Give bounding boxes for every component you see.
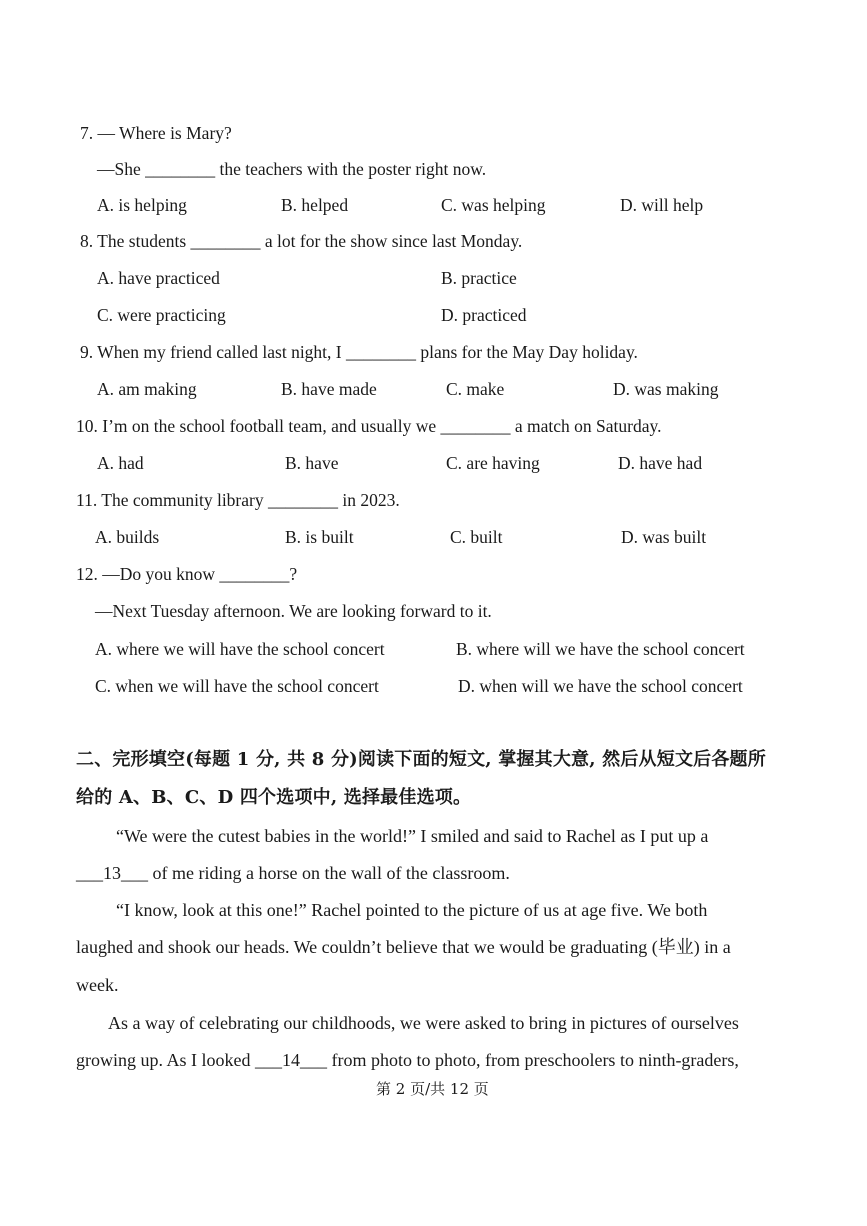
question-7-response: —She ________ the teachers with the poster right now.	[97, 159, 487, 179]
question-7-option-a: A. is helping	[97, 195, 187, 215]
passage-line-3: “I know, look at this one!” Rachel pointed to the picture of us at age five. We both	[116, 900, 708, 920]
question-8-option-b: B. practice	[441, 268, 517, 288]
question-12-response: —Next Tuesday afternoon. We are looking forward to it.	[95, 601, 492, 621]
question-9-option-d: D. was making	[613, 379, 719, 399]
section-2-title-line-2: 给的 A、B、C、D 四个选项中, 选择最佳选项。	[76, 787, 472, 808]
question-12-option-a: A. where we will have the school concert	[95, 639, 385, 659]
passage-line-6: As a way of celebrating our childhoods, we were asked to bring in pictures of ourselves	[108, 1013, 739, 1033]
question-9-stem: 9. When my friend called last night, I ________ plans for the May Day holiday.	[80, 342, 638, 362]
question-11-stem: 11. The community library ________ in 2023.	[76, 490, 400, 510]
question-12-option-b: B. where will we have the school concert	[456, 639, 745, 659]
page-number: 第 2 页/共 12 页	[376, 1080, 489, 1098]
question-7-option-c: C. was helping	[441, 195, 546, 215]
question-11-option-b: B. is built	[285, 527, 354, 547]
passage-line-5: week.	[76, 975, 119, 995]
question-10-option-b: B. have	[285, 453, 339, 473]
question-8-option-a: A. have practiced	[97, 268, 220, 288]
question-7-option-b: B. helped	[281, 195, 349, 215]
question-10-stem: 10. I’m on the school football team, and usually we ________ a match on Saturday.	[76, 416, 662, 436]
question-7-stem: 7. — Where is Mary?	[80, 123, 232, 143]
passage-line-4: laughed and shook our heads. We couldn’t believe that we would be graduating (毕业) in a	[76, 937, 731, 957]
passage-line-1: “We were the cutest babies in the world!” I smiled and said to Rachel as I put up a	[116, 826, 709, 846]
question-8-option-c: C. were practicing	[97, 305, 226, 325]
question-9-option-a: A. am making	[97, 379, 197, 399]
question-10-option-a: A. had	[97, 453, 144, 473]
question-10-option-d: D. have had	[618, 453, 703, 473]
question-7-option-d: D. will help	[620, 195, 704, 215]
question-9-option-c: C. make	[446, 379, 505, 399]
question-11-option-d: D. was built	[621, 527, 707, 547]
question-11-option-c: C. built	[450, 527, 503, 547]
passage-line-7: growing up. As I looked ___14___ from photo to photo, from preschoolers to ninth-graders,	[76, 1050, 739, 1070]
question-9-option-b: B. have made	[281, 379, 377, 399]
question-12-option-c: C. when we will have the school concert	[95, 676, 379, 696]
passage-line-2: ___13___ of me riding a horse on the wall of the classroom.	[76, 863, 510, 883]
question-11-option-a: A. builds	[95, 527, 160, 547]
question-10-option-c: C. are having	[446, 453, 540, 473]
section-2-title-line-1: 二、完形填空(每题 1 分, 共 8 分)阅读下面的短文, 掌握其大意, 然后从短文后各题所	[76, 749, 766, 770]
question-8-stem: 8. The students ________ a lot for the show since last Monday.	[80, 231, 523, 251]
question-8-option-d: D. practiced	[441, 305, 527, 325]
question-12-stem: 12. —Do you know ________?	[76, 564, 298, 584]
question-12-option-d: D. when will we have the school concert	[458, 676, 743, 696]
